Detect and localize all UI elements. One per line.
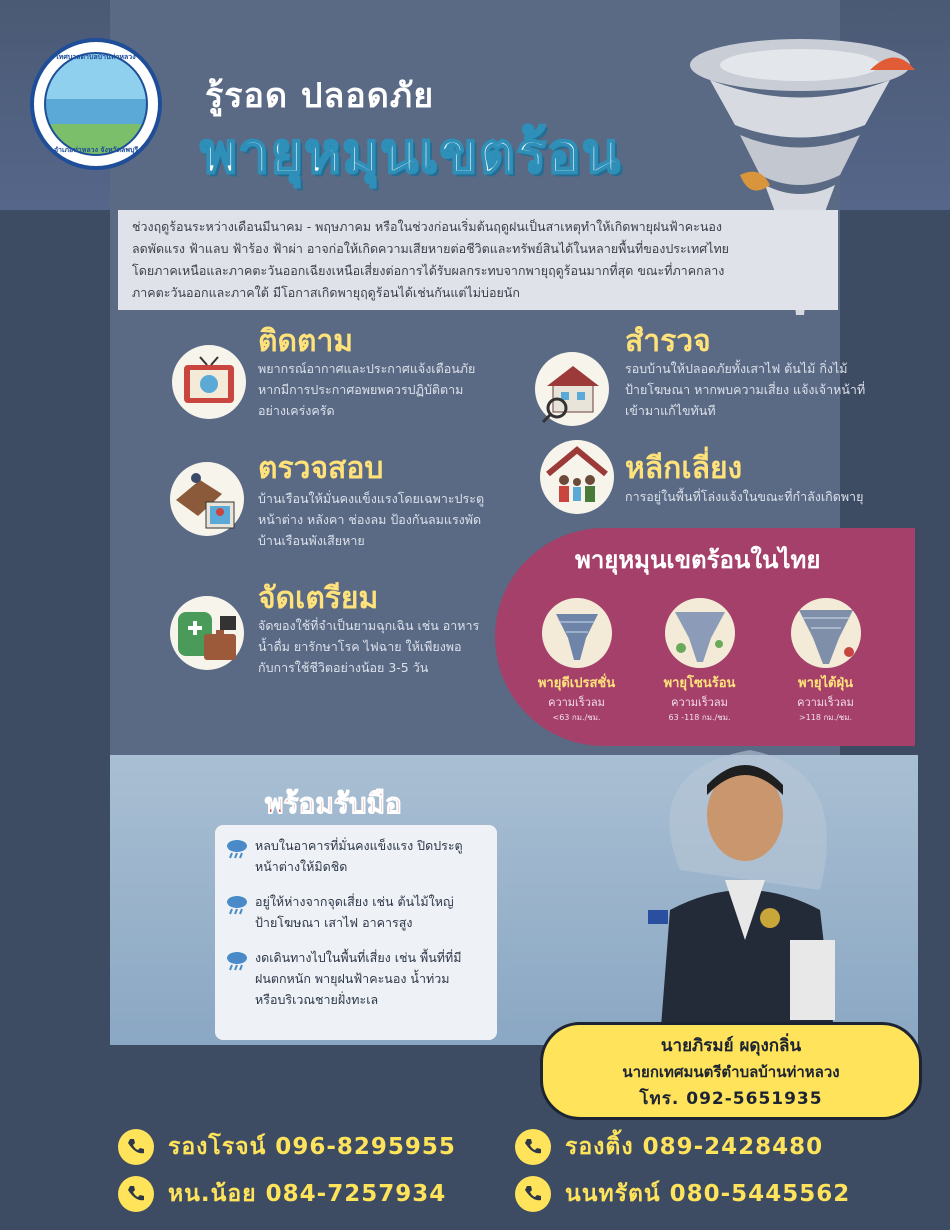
ready-list (215, 825, 497, 1040)
ready-item (223, 891, 489, 933)
logo-ring-bottom-text: อำเภอท่าหลวง จังหวัดลพบุรี (53, 146, 139, 154)
ready-line: หลบในอาคารที่มั่นคงแข็งแรง ปิดประตู (255, 838, 463, 853)
section-text-prepare (258, 615, 479, 678)
text-line: บ้านเรือนพังเสียหาย (258, 533, 365, 548)
text-line: จัดของใช้ที่จำเป็นยามฉุกเฉิน เช่น อาหาร (258, 618, 480, 633)
phone-icon (515, 1129, 551, 1165)
official-nameplate (540, 1022, 922, 1120)
official-position: นายกเทศมนตรีตำบลบ้านท่าหลวง (622, 1063, 840, 1081)
contact-text: รองติ้ง 089-2428480 (565, 1134, 824, 1160)
main-title: พายุหมุนเขตร้อน (200, 121, 622, 186)
text-line: พยากรณ์อากาศและประกาศแจ้งเตือนภัย (258, 361, 476, 376)
wind-speed-value: <63 กม./ชม. (552, 713, 601, 722)
tv-icon (172, 345, 246, 419)
storm-type-tropical-storm (647, 598, 752, 724)
intro-paragraph (118, 210, 838, 310)
contact-text: หน.น้อย 084-7257934 (168, 1181, 447, 1207)
text-line: ป้ายโฆษณา หากพบความเสี่ยง แจ้งเจ้าหน้าที่ (625, 382, 866, 397)
intro-line: โดยภาคเหนือและภาคตะวันออกเฉียงเหนือเสี่ยงต่อการได้รับผลกระทบจากพายุฤดูร้อนมากที่สุด ขณะที่ภาคกลาง (132, 263, 725, 278)
text-line: เข้ามาแก้ไขทันที (625, 403, 716, 418)
roof-repair-icon (170, 462, 244, 536)
wind-speed-label: ความเร็วลม (797, 696, 854, 709)
logo-emblem (44, 52, 148, 156)
intro-line: ลดพัดแรง ฟ้าแลบ ฟ้าร้อง ฟ้าผ่า อาจก่อให้เกิดความเสียหายต่อชีวิตและทรัพย์สินได้ในหลายพื้นที่ของประเทศไทย (132, 241, 730, 256)
section-title-check: ตรวจสอบ (258, 451, 384, 486)
thai-storms-title: พายุหมุนเขตร้อนในไทย (575, 546, 821, 574)
section-title-follow: ติดตาม (258, 324, 354, 359)
phone-icon (118, 1129, 154, 1165)
contact-item (515, 1175, 850, 1213)
contact-item (118, 1128, 456, 1166)
phone-icon (515, 1176, 551, 1212)
text-line: หน้าต่าง หลังคา ช่องลม ป้องกันลมแรงพัด (258, 512, 482, 527)
ready-line: ป้ายโฆษณา เสาไฟ อาคารสูง (255, 915, 413, 930)
section-title-prepare: จัดเตรียม (258, 581, 379, 616)
ready-title: พร้อมรับมือ (265, 787, 402, 820)
section-text-avoid (625, 486, 863, 507)
section-text-check (258, 488, 484, 551)
text-line: น้ำดื่ม ยารักษาโรค ไฟฉาย ให้เพียงพอ (258, 639, 462, 654)
wind-speed-label: ความเร็วลม (671, 696, 728, 709)
section-text-survey (625, 358, 865, 421)
storm-name: พายุโซนร้อน (663, 676, 736, 691)
subtitle: รู้รอด ปลอดภัย (205, 76, 435, 116)
storm-name: พายุดีเปรสชั่น (537, 676, 616, 691)
tropical-storm-tornado-icon (665, 598, 735, 668)
official-phone: โทร. 092-5651935 (639, 1089, 823, 1109)
house-magnifier-icon (535, 352, 609, 426)
text-line: กับการใช้ชีวิตอย่างน้อย 3-5 วัน (258, 660, 429, 675)
ready-item (223, 947, 489, 1010)
wind-speed-value: 63 -118 กม./ชม. (668, 713, 731, 722)
ready-line: ฝนตกหนัก พายุฝนฟ้าคะนอง น้ำท่วม (255, 971, 450, 986)
emergency-kit-icon (170, 596, 244, 670)
municipality-logo (30, 38, 162, 170)
logo-ring-top-text: เทศบาลตำบลบ้านท่าหลวง (56, 53, 136, 61)
typhoon-tornado-icon (791, 598, 861, 668)
intro-line: ช่วงฤดูร้อนระหว่างเดือนมีนาคม - พฤษภาคม หรือในช่วงก่อนเริ่มต้นฤดูฝนเป็นสาเหตุทำให้เกิดพายุฝนฟ้าคะนอง (132, 219, 722, 234)
ready-line: อยู่ให้ห่างจากจุดเสี่ยง เช่น ต้นไม้ใหญ่ (255, 894, 454, 909)
official-name: นายภิรมย์ ผดุงกลิ่น (660, 1036, 802, 1056)
text-line: การอยู่ในพื้นที่โล่งแจ้งในขณะที่กำลังเกิดพายุ (625, 489, 864, 504)
wind-speed-value: >118 กม./ชม. (798, 713, 853, 722)
wind-speed-label: ความเร็วลม (548, 696, 605, 709)
ready-line: หรือบริเวณชายฝั่งทะเล (255, 992, 379, 1007)
section-title-avoid: หลีกเลี่ยง (625, 451, 743, 486)
section-text-follow (258, 358, 475, 421)
rain-cloud-icon (225, 949, 249, 973)
depression-tornado-icon (542, 598, 612, 668)
contact-item (515, 1128, 823, 1166)
family-shelter-icon (540, 440, 614, 514)
ready-line: หน้าต่างให้มิดชิด (255, 859, 348, 874)
contact-item (118, 1175, 446, 1213)
official-photo (640, 740, 850, 1040)
rain-cloud-icon (225, 837, 249, 861)
text-line: รอบบ้านให้ปลอดภัยทั้งเสาไฟ ต้นไม้ กิ่งไม้ (625, 361, 848, 376)
storm-type-depression (524, 598, 629, 724)
ready-item (223, 835, 489, 877)
intro-line: ภาคตะวันออกและภาคใต้ มีโอกาสเกิดพายุฤดูร้อนได้เช่นกันแต่ไม่บ่อยนัก (132, 285, 520, 300)
contact-text: รองโรจน์ 096-8295955 (168, 1134, 456, 1160)
text-line: อย่างเคร่งครัด (258, 403, 335, 418)
rain-cloud-icon (225, 893, 249, 917)
ready-line: งดเดินทางไปในพื้นที่เสี่ยง เช่น พื้นที่ที่มี (255, 950, 462, 965)
phone-icon (118, 1176, 154, 1212)
text-line: บ้านเรือนให้มั่นคงแข็งแรงโดยเฉพาะประตู (258, 491, 485, 506)
storm-name: พายุไต้ฝุ่น (798, 676, 853, 691)
section-title-survey: สำรวจ (625, 324, 711, 359)
text-line: หากมีการประกาศอพยพควรปฏิบัติตาม (258, 382, 464, 397)
storm-type-typhoon (773, 598, 878, 724)
contact-text: นนทรัตน์ 080-5445562 (565, 1181, 851, 1207)
